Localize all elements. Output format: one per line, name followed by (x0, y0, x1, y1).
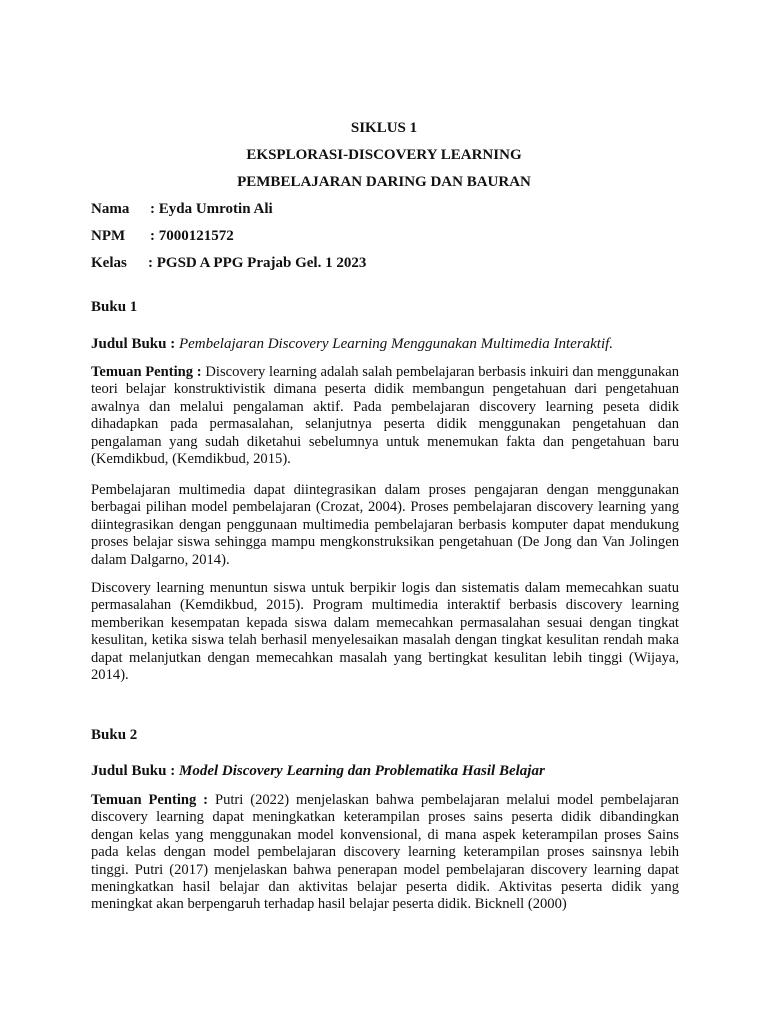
book1-title-label: Judul Buku : (91, 336, 176, 352)
book1-findings-label: Temuan Penting : (91, 364, 202, 380)
npm-label: NPM (91, 228, 126, 244)
name-row (91, 201, 273, 218)
book1-title-row (91, 336, 691, 353)
cycle-title: SIKLUS 1 (350, 120, 418, 136)
book2-title-value: Model Discovery Learning dan Problematika Hasil Belajar (178, 763, 545, 779)
book1-title-value: Pembelajaran Discovery Learning Menggunakan Multimedia Interaktif. (178, 336, 614, 352)
npm-value: : 7000121572 (150, 228, 234, 244)
book2-heading: Buku 2 (91, 727, 138, 743)
class-row (91, 255, 366, 272)
name-value: : Eyda Umrotin Ali (150, 201, 273, 217)
book1-paragraph-2: Pembelajaran multimedia dapat diintegrasikan dalam proses pengajaran dengan menggunakan berbagai pilihan model pembelajaran (Crozat, 2004). Proses pembelajaran discovery learning yang diintegrasikan dengan penggunaan multimedia pembelajaran berbasis komputer dapat mendukung proses belajar siswa sehingga mampu mengkonstruksikan pengetahuan (De Jong dan Van Jolingen dalam Dalgarno, 2014). (91, 482, 679, 568)
name-label: Nama (91, 201, 130, 217)
book1-findings-text: Discovery learning adalah salah pembelajaran berbasis inkuiri dan menggunakan teori belajar konstruktivistik dimana peserta didik membangun pengetahuan dari pengetahuan awalnya dan melalui pengalaman aktif. Pada pembelajaran discovery learning peseta didik dihadapkan pada permasalahan, selanjutnya peserta didik menggunakan pengetahuan dan pengalaman yang sudah diketahui sebelumnya untuk menemukan fakta dan pengetahuan baru (Kemdikbud, (Kemdikbud, 2015). (91, 364, 679, 468)
course-title: PEMBELAJARAN DARING DAN BAURAN (237, 174, 531, 190)
book1-findings (91, 364, 679, 468)
exploration-title: EKSPLORASI-DISCOVERY LEARNING (246, 147, 522, 163)
book2-findings-text: Putri (2022) menjelaskan bahwa pembelajaran melalui model pembelajaran discovery learning dapat meningkatkan keterampilan proses sains peserta didik dibandingkan dengan kelas yang menggunakan model konvensional, di mana aspek keterampilan proses Sains pada kelas dengan model pembelajaran discovery learning keterampilan proses sainsnya lebih tinggi. Putri (2017) menjelaskan bahwa penerapan model pembelajaran discovery learning dapat meningkatkan hasil belajar dan aktivitas belajar peserta didik. Aktivitas peserta didik yang meningkat akan berpengaruh terhadap hasil belajar peserta didik. Bicknell (2000) (91, 792, 679, 913)
class-label: Kelas (91, 255, 127, 271)
book2-title-label: Judul Buku : (91, 763, 176, 779)
class-value: : PGSD A PPG Prajab Gel. 1 2023 (148, 255, 367, 271)
book1-paragraph-3: Discovery learning menuntun siswa untuk berpikir logis dan sistematis dalam memecahkan suatu permasalahan (Kemdikbud, 2015). Program multimedia interaktif berbasis discovery learning memberikan kesempatan kepada siswa dalam memecahkan permasalahan sesuai dengan tingkat kesulitan, ketika siswa telah berhasil menyelesaikan masalah dengan tingkat kesulitan rendah maka dapat melanjutkan dengan memecahkan masalah yang bertingkat kesulitan lebih tinggi (Wijaya, 2014). (91, 580, 679, 684)
book2-findings (91, 792, 679, 914)
npm-row (91, 228, 234, 245)
book1-heading: Buku 1 (91, 299, 138, 315)
book2-findings-label: Temuan Penting : (91, 792, 209, 808)
book2-title-row (91, 763, 691, 780)
